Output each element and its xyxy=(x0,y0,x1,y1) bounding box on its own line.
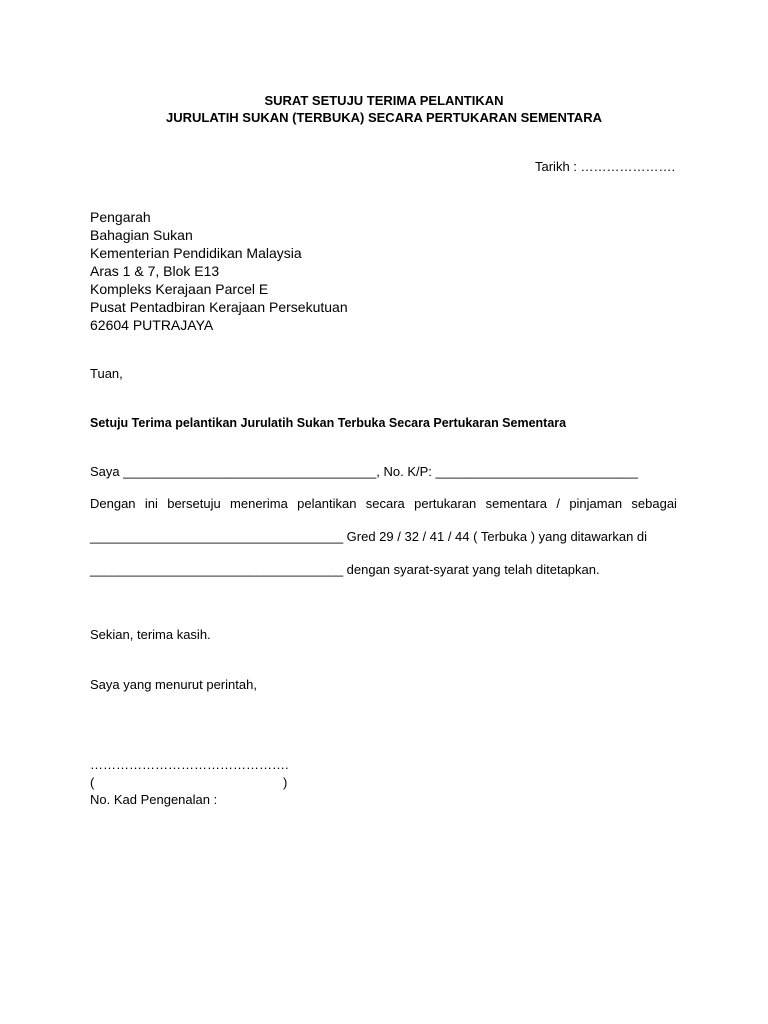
grade-line: ___________________________________ Gred 29 / 32 / 41 / 44 ( Terbuka ) yang ditawarkan di xyxy=(90,529,648,544)
consent-word: bersetuju xyxy=(167,496,221,511)
closing-remark: Sekian, terima kasih. xyxy=(90,627,211,642)
consent-word: sementara xyxy=(485,496,548,511)
date-field: Tarikh : …………………. xyxy=(535,159,676,174)
address-line: Pusat Pentadbiran Kerajaan Persekutuan xyxy=(90,299,348,315)
letter-subtitle: JURULATIH SUKAN (TERBUKA) SECARA PERTUKARAN SEMENTARA xyxy=(166,110,602,125)
address-line: Kementerian Pendidikan Malaysia xyxy=(90,245,302,261)
letter-subject: Setuju Terima pelantikan Jurulatih Sukan Terbuka Secara Pertukaran Sementara xyxy=(90,416,567,430)
consent-word: pelantikan xyxy=(297,496,357,511)
consent-word: pertukaran xyxy=(414,496,477,511)
consent-word: / xyxy=(556,496,560,511)
salutation: Tuan, xyxy=(90,366,123,381)
recipient-address xyxy=(90,208,348,334)
address-line: Kompleks Kerajaan Parcel E xyxy=(90,281,269,297)
consent-word: ini xyxy=(144,496,158,511)
consent-word: pinjaman xyxy=(569,496,623,511)
signoff: Saya yang menurut perintah, xyxy=(90,677,257,692)
address-line: Pengarah xyxy=(90,209,151,225)
close-paren: ) xyxy=(283,775,288,790)
consent-word: menerima xyxy=(230,496,288,511)
name-ic-line: Saya ___________________________________, No. K/P: ____________________________ xyxy=(90,464,638,479)
address-line: 62604 PUTRAJAYA xyxy=(90,317,214,333)
consent-word: Dengan xyxy=(90,496,136,511)
conditions-line: ___________________________________ dengan syarat-syarat yang telah ditetapkan. xyxy=(90,562,600,577)
consent-word: secara xyxy=(365,496,405,511)
signature-line: ………………………………………. xyxy=(90,757,289,772)
consent-word: sebagai xyxy=(631,496,677,511)
ic-number-label: No. Kad Pengenalan : xyxy=(90,792,218,807)
address-line: Aras 1 & 7, Blok E13 xyxy=(90,263,220,279)
letter-title: SURAT SETUJU TERIMA PELANTIKAN xyxy=(264,93,504,108)
consent-statement xyxy=(90,496,677,512)
open-paren: ( xyxy=(90,775,95,790)
address-line: Bahagian Sukan xyxy=(90,227,193,243)
name-bracket-line xyxy=(90,775,290,791)
